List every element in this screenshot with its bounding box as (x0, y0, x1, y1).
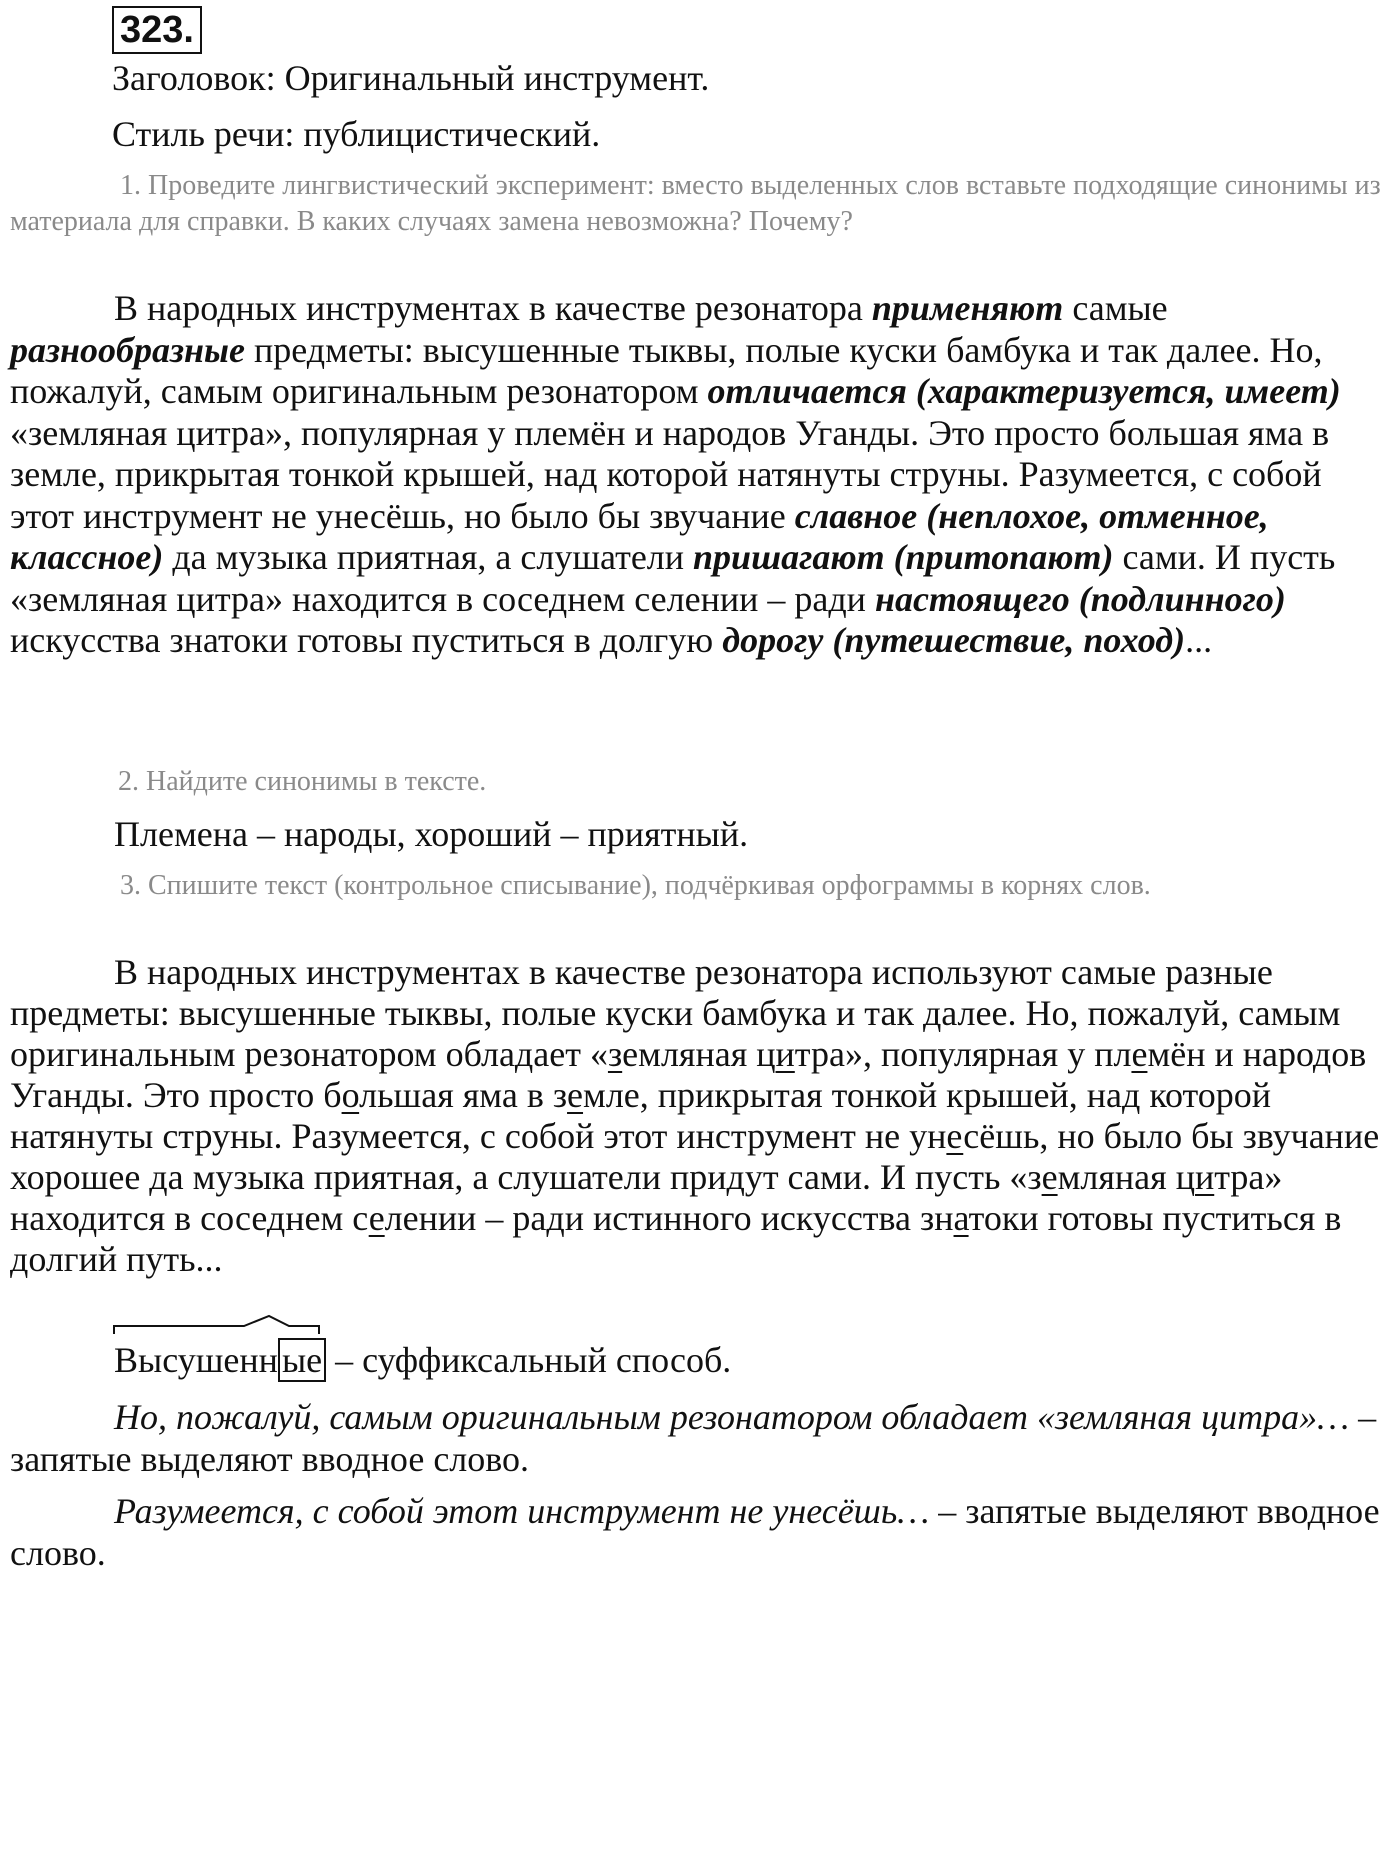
task-1: 1. Проведите лингвистический эксперимент: вместо выделенных слов вставьте подходящие синонимы из материала для справки. В каких случаях замена невозможна? Почему? (10, 170, 1381, 237)
highlighted-word: разнообразные (10, 329, 245, 370)
ending-box: ые (278, 1338, 326, 1382)
underlined-letter: е (567, 1075, 584, 1115)
highlighted-word: применяют (871, 288, 1064, 328)
underlined-letter: е (368, 1198, 385, 1238)
underlined-letter: е (946, 1116, 964, 1156)
underlined-letter: а (953, 1198, 969, 1238)
answer-2: Племена – народы, хороший – приятный. (114, 814, 749, 854)
underlined-letter: е (1131, 1034, 1148, 1074)
note-1: Но, пожалуй, самым оригинальным резонатором обладает «земляная цитра»… – запятые выделяют вводное слово. (10, 1397, 1377, 1479)
morph-word: Высушенн ые (114, 1336, 326, 1384)
note-2: Разумеется, с собой этот инструмент не унесёшь… – запятые выделяют вводное слово. (10, 1491, 1380, 1573)
task-2: 2. Найдите синонимы в тексте. (118, 766, 487, 797)
highlighted-word: отличается (характеризуется, имеет) (707, 371, 1341, 411)
highlighted-word: дорогу (путешествие, поход) (722, 620, 1186, 660)
text-1-paragraph: В народных инструментах в качестве резонатора применяют самые разнообразные предметы: высушенные тыквы, полые куски бамбука и так далее. Но, пожалуй, самым оригинальным резонатором отличается (характеризуется, имеет) «земляная цитра», популярная у племён и народов Уганды. Это просто большая яма в земле, прикрытая тонкой крышей, над которой натянуты струны. Разумеется, с собой этот инструмент не унесёшь, но было бы звучание славное (неплохое, отменное, классное) да музыка приятная, а слушатели пришагают (притопают) сами. И пусть «земляная цитра» находится в соседнем селении – ради настоящего (подлинного) искусства знатоки готовы пуститься в долгую дорогу (путешествие, поход)... (10, 288, 1341, 660)
exercise-number: 323. (112, 6, 202, 54)
highlighted-word: славное (неплохое, отменное, классное) (10, 495, 1269, 577)
highlighted-word: настоящего (подлинного) (874, 578, 1286, 619)
underlined-letter: з (607, 1034, 623, 1074)
underlined-letter: е (1041, 1157, 1058, 1197)
title-line: Заголовок: Оригинальный инструмент. (112, 58, 710, 98)
style-line: Стиль речи: публицистический. (112, 114, 601, 154)
highlighted-word: пришагают (притопают) (693, 537, 1114, 577)
underlined-letter: о (341, 1075, 360, 1115)
task-3: 3. Спишите текст (контрольное списывание), подчёркивая орфограммы в корнях слов. (120, 870, 1151, 901)
morph-analysis: Высушенн ые – суффиксальный способ. (114, 1336, 1390, 1384)
text-2-paragraph: В народных инструментах в качестве резонатора используют самые разные предметы: высушенные тыквы, полые куски бамбука и так далее. Но, пожалуй, самым оригинальным резонатором обладает «земляная цитра», популярная у племён и народов Уганды. Это просто большая яма в земле, прикрытая тонкой крышей, над которой натянуты струны. Разумеется, с собой этот инструмент не унесёшь, но было бы звучание хорошее да музыка приятная, а слушатели придут сами. И пусть «земляная цитра» находится в соседнем селении – ради истинного искусства знатоки готовы пуститься в долгий путь... (10, 952, 1380, 1279)
underlined-letter: и (775, 1034, 795, 1074)
underlined-letter: и (1194, 1157, 1215, 1197)
